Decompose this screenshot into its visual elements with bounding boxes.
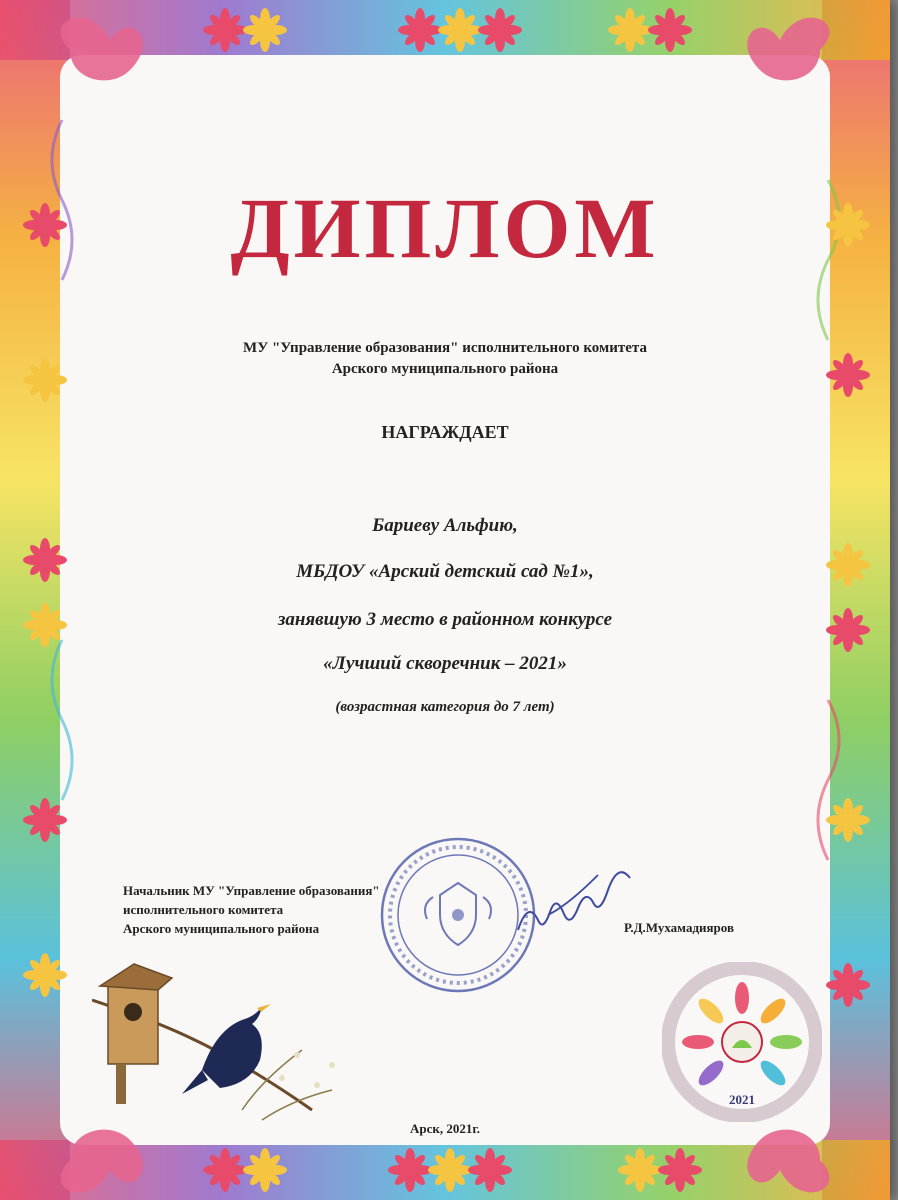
issuer-block — [0, 338, 890, 380]
recipient-name: Бариеву Альфию, — [372, 515, 518, 536]
year-2021-emblem — [662, 962, 822, 1122]
signer-line-2: исполнительного комитета — [123, 902, 284, 917]
signer-title — [123, 881, 543, 938]
achievement-text: занявшую 3 место в районном конкурсе — [277, 609, 613, 630]
emblem-year: 2021 — [729, 1092, 755, 1107]
signer-line-1: Начальник МУ "Управление образования" — [123, 883, 380, 898]
birdhouse-illustration — [92, 960, 352, 1140]
signer-name: Р.Д.Мухамадияров — [624, 920, 734, 935]
issuer-line-1: МУ "Управление образования" исполнительного комитета — [243, 340, 647, 356]
awards-heading: НАГРАЖДАЕТ — [381, 422, 509, 442]
issuer-line-2: Арского муниципального района — [331, 361, 559, 377]
contest-name: «Лучший скворечник – 2021» — [323, 653, 567, 674]
recipient-organization: МБДОУ «Арский детский сад №1», — [296, 561, 594, 582]
diploma-title: ДИПЛОМ — [230, 180, 660, 276]
age-category: (возрастная категория до 7 лет) — [335, 699, 555, 715]
signer-line-3: Арского муниципального района — [123, 921, 320, 936]
place-and-date: Арск, 2021г. — [409, 1121, 481, 1136]
